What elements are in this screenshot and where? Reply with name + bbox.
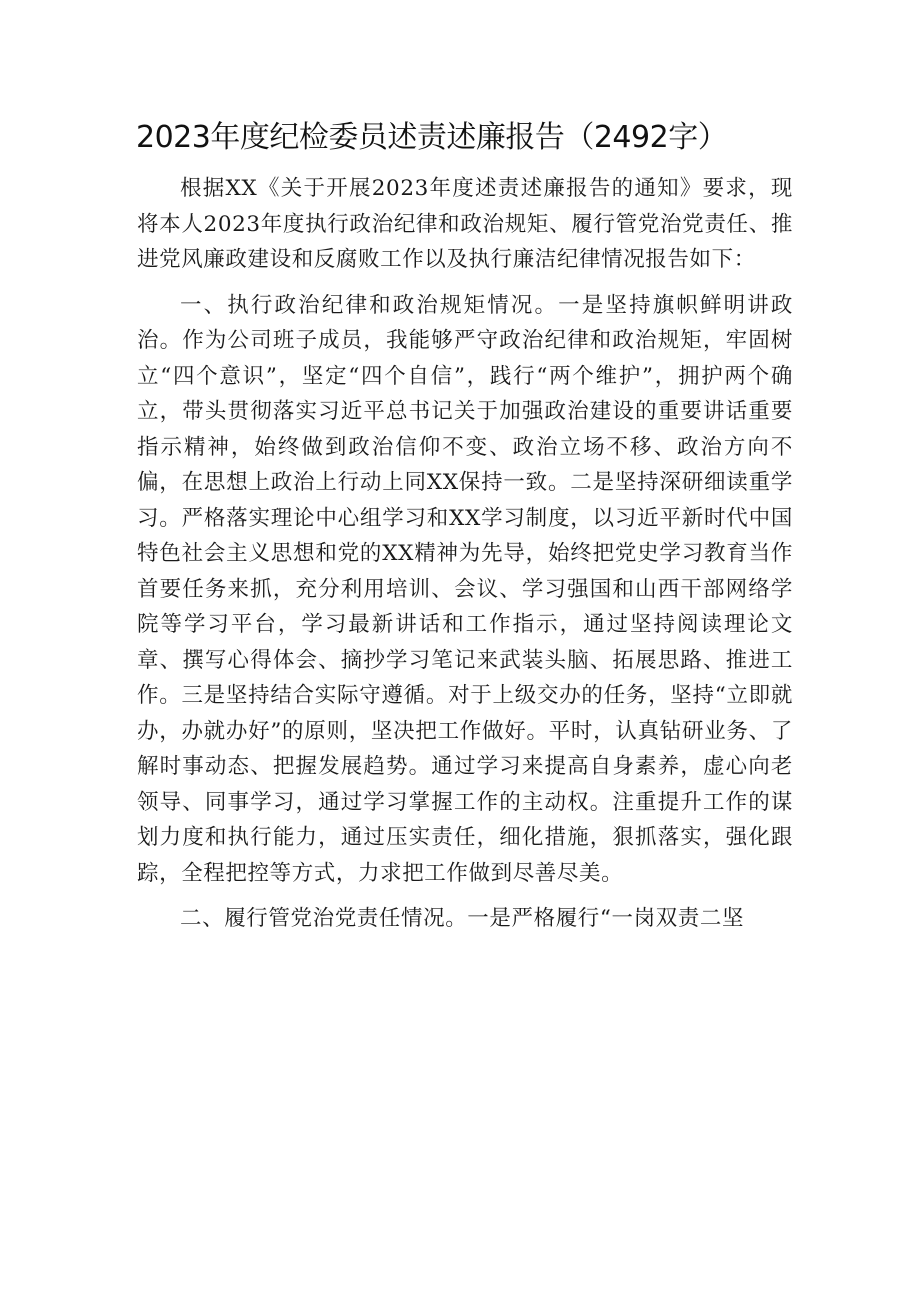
document-title: 2023年度纪检委员述责述廉报告（2492字） [136, 120, 728, 155]
paragraph-intro: 根据XX《关于开展2023年度述责述廉报告的通知》要求，现将本人2023年度执行政治纪律和政治规矩、履行管党治党责任、推进党风廉政建设和反腐败工作以及执行廉洁纪律情况报告如下： [137, 176, 793, 272]
paragraph-section-two: 二、履行管党治党责任情况。一是严格履行“一岗双责二坚 [180, 906, 745, 931]
document-body [137, 171, 793, 947]
paragraph-section-one: 一、执行政治纪律和政治规矩情况。一是坚持旗帜鲜明讲政治。作为公司班子成员，我能够严守政治纪律和政治规矩，牢固树立“四个意识”，坚定“四个自信”，践行“两个维护”，拥护两个确立，带头贯彻落实习近平总书记关于加强政治建设的重要讲话重要指示精神，始终做到政治信仰不变、政治立场不移、政治方向不偏，在思想上政治上行动上同XX保持一致。二是坚持深研细读重学习。严格落实理论中心组学习和XX学习制度，以习近平新时代中国特色社会主义思想和党的XX精神为先导，始终把党史学习教育当作首要任务来抓，充分利用培训、会议、学习强国和山西干部网络学院等学习平台，学习最新讲话和工作指示，通过坚持阅读理论文章、撰写心得体会、摘抄学习笔记来武装头脑、拓展思路、推进工作。三是坚持结合实际守遵循。对于上级交办的任务，坚持“立即就办，办就办好”的原则，坚决把工作做好。平时，认真钻研业务、了解时事动态、把握发展趋势。通过学习来提高自身素养，虚心向老领导、同事学习，通过学习掌握工作的主动权。注重提升工作的谋划力度和执行能力，通过压实责任，细化措施，狠抓落实，强化跟踪，全程把控等方式，力求把工作做到尽善尽美。 [137, 292, 793, 886]
